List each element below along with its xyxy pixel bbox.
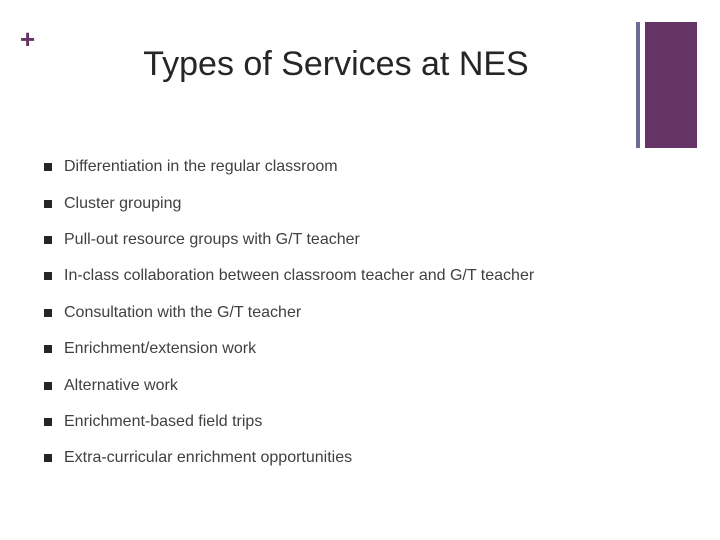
bullet-text: Cluster grouping [64,194,182,212]
square-bullet-icon [44,454,52,462]
square-bullet-icon [44,345,52,353]
square-bullet-icon [44,236,52,244]
bullet-text: Enrichment/extension work [64,340,257,358]
accent-line [636,22,640,148]
accent-block [645,22,697,148]
square-bullet-icon [44,200,52,208]
square-bullet-icon [44,163,52,171]
square-bullet-icon [44,418,52,426]
bullet-item [44,185,624,221]
bullet-item [44,440,624,476]
bullet-item [44,222,624,258]
bullet-text: Pull-out resource groups with G/T teacher [64,230,360,248]
slide-title: Types of Services at NES [143,45,529,83]
bullet-item [44,258,624,294]
bullet-text: Alternative work [64,376,178,394]
square-bullet-icon [44,382,52,390]
bullet-item [44,295,624,331]
bullet-text: Consultation with the G/T teacher [64,303,302,321]
bullet-item [44,404,624,440]
square-bullet-icon [44,272,52,280]
bullet-item [44,331,624,367]
bullet-item [44,149,624,185]
bullet-text: Enrichment-based field trips [64,412,263,430]
bullet-list [44,149,624,477]
bullet-item [44,367,624,403]
square-bullet-icon [44,309,52,317]
bullet-text: Extra-curricular enrichment opportunities [64,449,353,467]
bullet-text: Differentiation in the regular classroom [64,158,338,176]
bullet-text: In-class collaboration between classroom teacher and G/T teacher [64,267,535,285]
plus-icon: + [20,24,36,54]
